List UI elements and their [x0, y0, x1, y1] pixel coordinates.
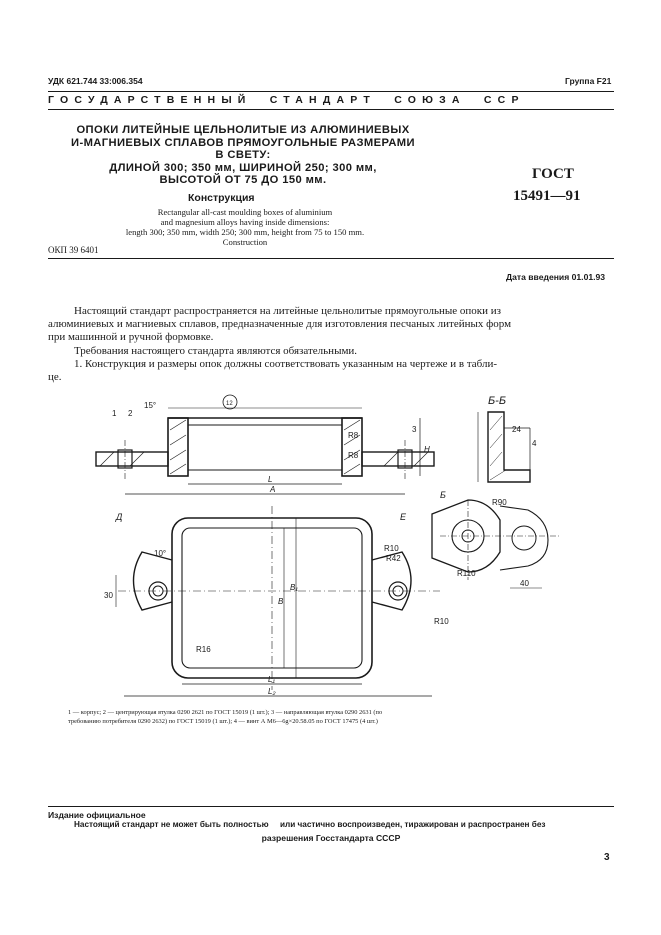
- body-text: [48, 305, 614, 384]
- dim-h: H: [424, 445, 430, 454]
- p2: Требования настоящего стандарта являются обязательными.: [74, 344, 358, 357]
- dim-l: L: [268, 475, 273, 484]
- technical-drawing: [0, 385, 661, 715]
- copyright-notice-1: Настоящий стандарт не может быть полностью или частично воспроизведен, тиражирован и распространен без: [74, 820, 546, 829]
- r8-b-label: R8: [348, 451, 359, 460]
- page-number: 3: [604, 852, 610, 863]
- title-line-3: В СВЕТУ:: [215, 149, 271, 161]
- dim-b1: В₁: [290, 583, 298, 592]
- english-line-3: length 300; 350 mm, width 250; 300 mm, height from 75 to 150 mm.: [125, 227, 365, 237]
- circle-note: 12: [226, 401, 233, 407]
- dim-l1: L₁: [268, 675, 275, 684]
- r10-label: R10: [384, 544, 399, 553]
- dim-40: 40: [520, 579, 529, 588]
- title-line-4: ДЛИНОЙ 300; 350 мм, ШИРИНОЙ 250; 300 мм,: [109, 161, 377, 174]
- caption-line-2: требованию потребителя 0290 2632) по ГОСТ 15019 (1 шт.); 4 — винт А М6—6g×20.58.05 по ГОСТ 17475 (4 шт.): [68, 717, 378, 725]
- callout-4: 4: [532, 439, 537, 448]
- copyright-notice-2: разрешения Госстандарта СССР: [261, 833, 401, 843]
- gost-number: 15491—91: [513, 188, 581, 204]
- official-edition: Издание официальное: [48, 810, 146, 820]
- section-bb: [478, 412, 530, 482]
- title-line-5: ВЫСОТОЙ ОТ 75 ДО 150 мм.: [159, 174, 327, 186]
- r42-label: R42: [386, 554, 401, 563]
- title-line-1: ОПОКИ ЛИТЕЙНЫЕ ЦЕЛЬНОЛИТЫЕ ИЗ АЛЮМИНИЕВЫХ: [76, 124, 410, 136]
- r8-label: R8: [348, 431, 359, 440]
- state-standard-banner: ГОСУДАРСТВЕННЫЙ СТАНДАРТ СОЮЗА ССР: [48, 94, 525, 106]
- subtitle: Конструкция: [188, 192, 255, 204]
- r110-label: R110: [457, 569, 476, 578]
- top-rule: [48, 91, 614, 92]
- p1-line3: при машинной и ручной формовке.: [48, 331, 214, 344]
- udk-code: УДК 621.744 33:006.354: [48, 76, 143, 86]
- p3-line1: 1. Конструкция и размеры опок должны соответствовать указанным на чертеже и в табли-: [74, 357, 498, 370]
- r90-label: R90: [492, 498, 507, 507]
- figure-caption: [68, 709, 628, 726]
- callout-3: 3: [412, 425, 417, 434]
- gost-label: ГОСТ: [532, 166, 574, 182]
- r16-label: R16: [196, 645, 211, 654]
- document-title: [48, 124, 438, 187]
- view-d-label: Д: [116, 512, 123, 522]
- title-rule: [48, 258, 614, 259]
- banner-rule: [48, 109, 614, 110]
- english-line-4: Construction: [222, 237, 268, 247]
- detail-view: [432, 500, 560, 588]
- p1-line2: алюминиевых и магниевых сплавов, предназначенные для изготовления песчаных литейных форм: [48, 318, 512, 331]
- r10-b-label: R10: [434, 617, 449, 626]
- title-line-2: И-МАГНИЕВЫХ СПЛАВОВ ПРЯМОУГОЛЬНЫЕ РАЗМЕРАМИ: [71, 136, 415, 149]
- callout-1: 1: [112, 409, 117, 418]
- callout-2: 2: [128, 409, 133, 418]
- intro-date: Дата введения 01.01.93: [506, 272, 606, 282]
- okp-code: ОКП 39 6401: [48, 245, 99, 255]
- dim-b: В: [278, 597, 284, 606]
- dim-24: 24: [512, 425, 521, 434]
- english-line-2: and magnesium alloys having inside dimensions:: [160, 217, 330, 227]
- dim-30: 30: [104, 591, 113, 600]
- dim-a: A: [270, 485, 276, 494]
- p3-line2: це.: [48, 371, 62, 384]
- english-title: [90, 207, 400, 247]
- angle-15: 15°: [144, 401, 157, 410]
- section-label: Б-Б: [488, 395, 506, 407]
- dim-l2: L₂: [268, 687, 276, 696]
- angle-10: 10°: [154, 549, 167, 558]
- footer-rule: [48, 806, 614, 807]
- view-b-label: Б: [440, 490, 446, 500]
- group-code: Группа F21: [565, 76, 612, 86]
- caption-line-1: 1 — корпус; 2 — центрирующая втулка 0290 2621 по ГОСТ 15019 (1 шт.); 3 — направляющая втулка 0290 2631 (по: [68, 709, 383, 716]
- p1-line1: Настоящий стандарт распространяется на литейные цельнолитые прямоугольные опоки из: [74, 305, 501, 317]
- english-line-1: Rectangular all-cast moulding boxes of aluminium: [157, 207, 333, 217]
- view-e-label: Е: [400, 512, 407, 522]
